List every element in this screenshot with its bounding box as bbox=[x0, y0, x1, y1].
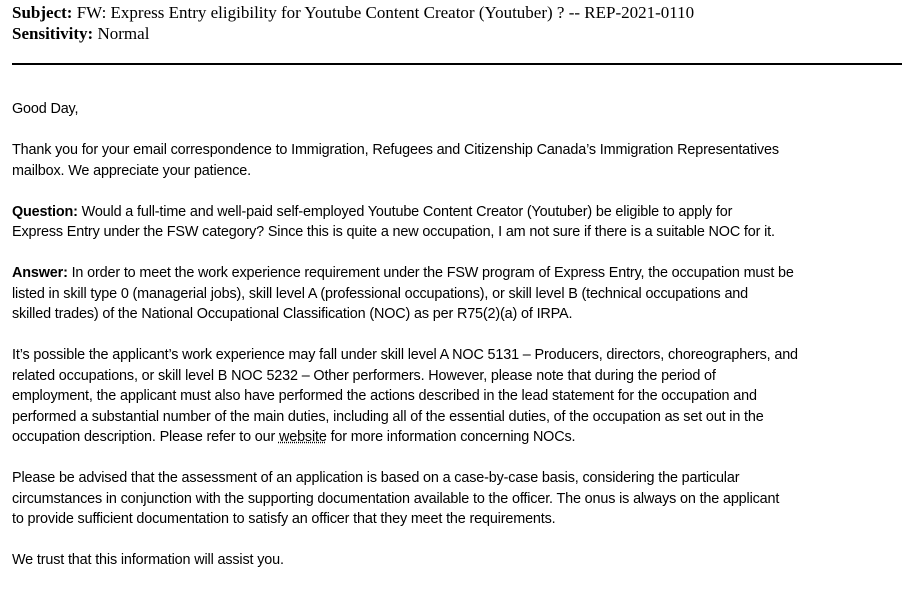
assessment-paragraph bbox=[12, 468, 908, 530]
subject-value: FW: Express Entry eligibility for Youtube Content Creator (Youtuber) ? -- REP-2021-0110 bbox=[76, 3, 695, 22]
subject-label: Subject: bbox=[12, 3, 73, 22]
noc-line: related occupations, or skill level B NOC 5232 – Other performers. However, please note that during the period of bbox=[12, 367, 716, 384]
question-label: Question: bbox=[12, 203, 78, 220]
question-line bbox=[12, 202, 908, 223]
header-divider bbox=[12, 63, 902, 65]
noc-line bbox=[12, 427, 908, 448]
question-text: Would a full-time and well-paid self-employed Youtube Content Creator (Youtuber) be eligible to apply for bbox=[77, 203, 733, 220]
answer-text: In order to meet the work experience requirement under the FSW program of Express Entry, the occupation must be bbox=[67, 265, 794, 281]
assessment-line: Please be advised that the assessment of an application is based on a case-by-case basis, considering the particular bbox=[12, 470, 740, 486]
email-body bbox=[12, 99, 908, 591]
intro-line: mailbox. We appreciate your patience. bbox=[12, 162, 251, 179]
answer-line: listed in skill type 0 (managerial jobs), skill level A (professional occupations), or skill level B (technical occupations and bbox=[12, 285, 749, 302]
question-paragraph bbox=[12, 202, 908, 243]
noc-line: employment, the applicant must also have performed the actions described in the lead statement for the occupation and bbox=[12, 388, 757, 404]
answer-line: skilled trades) of the National Occupational Classification (NOC) as per R75(2)(a) of IRPA. bbox=[12, 306, 573, 322]
noc-line: performed a substantial number of the main duties, including all of the essential duties, of the occupation as set out in the bbox=[12, 408, 764, 425]
closing-text: We trust that this information will assist you. bbox=[12, 552, 284, 568]
noc-paragraph bbox=[12, 345, 908, 448]
question-line: Express Entry under the FSW category? Since this is quite a new occupation, I am not sure if there is a suitable NOC for it. bbox=[12, 224, 775, 240]
greeting bbox=[12, 99, 908, 120]
sensitivity-label: Sensitivity: bbox=[12, 24, 94, 43]
intro-line: Thank you for your email correspondence to Immigration, Refugees and Citizenship Canada’s Immigration Representatives bbox=[12, 142, 779, 158]
noc-line: It’s possible the applicant’s work experience may fall under skill level A NOC 5131 – Producers, directors, choreographers, and bbox=[12, 347, 798, 363]
answer-line bbox=[12, 263, 908, 284]
sensitivity-value: Normal bbox=[97, 24, 150, 43]
noc-text: for more information concerning NOCs. bbox=[326, 429, 576, 445]
subject-line bbox=[12, 2, 694, 23]
assessment-line: circumstances in conjunction with the supporting documentation available to the officer. The onus is always on the applicant bbox=[12, 490, 780, 507]
closing bbox=[12, 550, 908, 571]
greeting-text: Good Day, bbox=[12, 101, 79, 117]
answer-paragraph bbox=[12, 263, 908, 325]
noc-text: occupation description. Please refer to our bbox=[12, 429, 279, 445]
intro-paragraph bbox=[12, 140, 908, 181]
email-header bbox=[12, 2, 694, 44]
website-link[interactable]: website bbox=[278, 429, 327, 445]
answer-label: Answer: bbox=[12, 265, 68, 281]
sensitivity-line bbox=[12, 23, 694, 44]
assessment-line: to provide sufficient documentation to satisfy an officer that they meet the requirements. bbox=[12, 511, 556, 527]
